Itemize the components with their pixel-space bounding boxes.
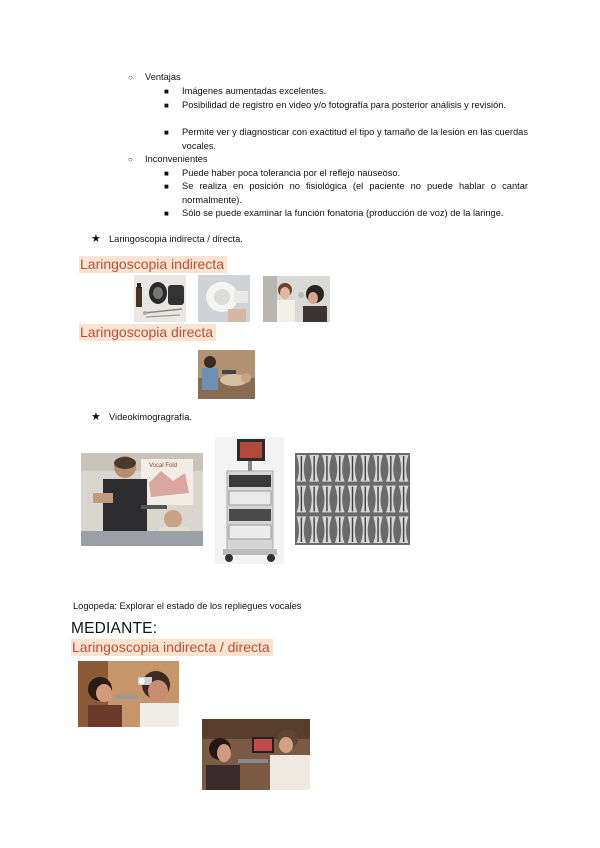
exam-headlight-photo bbox=[78, 661, 179, 727]
star-item: Videokimogragrafía. bbox=[109, 412, 193, 422]
direct-laryngoscopy-photo bbox=[198, 350, 255, 399]
square-bullet-icon: ■ bbox=[164, 87, 169, 96]
heading-ind-dir-text: Laringoscopia indirecta / directa bbox=[71, 639, 273, 656]
mediante-heading: MEDIANTE: bbox=[71, 620, 158, 637]
logopeda-text: Logopeda: Explorar el estado de los repliegues vocales bbox=[73, 601, 302, 611]
star-item: Laringoscopia indirecta / directa. bbox=[109, 234, 243, 244]
inconvenientes-item: Se realiza en posición no fisiológica (el paciente no puede hablar o cantar normalmente). bbox=[182, 181, 528, 205]
heading-directa-text: Laringoscopia directa bbox=[79, 324, 216, 341]
circle-bullet-icon: ○ bbox=[128, 155, 133, 164]
video-exam-photo bbox=[202, 719, 310, 790]
heading-indirecta bbox=[79, 256, 227, 274]
star-bullet-icon: ★ bbox=[91, 233, 101, 245]
ventajas-item: Posibilidad de registro en video y/o fotografía para posterior análisis y revisión. bbox=[182, 100, 507, 110]
kymogram-image bbox=[295, 453, 410, 545]
mirrors-photo bbox=[134, 275, 186, 322]
mirror-exam-photo bbox=[263, 276, 330, 322]
square-bullet-icon: ■ bbox=[164, 209, 169, 218]
heading-ind-dir bbox=[71, 639, 273, 657]
heading-directa bbox=[79, 324, 216, 342]
svg-text:Vocal Fold: Vocal Fold bbox=[149, 463, 178, 469]
equipment-cart-photo bbox=[215, 437, 284, 564]
ventajas-item: Permite ver y diagnosticar con exactitud el tipo y tamaño de la lesión en las cuerdas vocales. bbox=[182, 127, 528, 151]
inconvenientes-label: Inconvenientes bbox=[145, 154, 208, 164]
square-bullet-icon: ■ bbox=[164, 101, 169, 110]
headlight-photo bbox=[198, 275, 250, 322]
heading-indirecta-text: Laringoscopia indirecta bbox=[79, 256, 227, 273]
inconvenientes-item: Sólo se puede examinar la función fonatoria (producción de voz) de la laringe. bbox=[182, 208, 504, 218]
square-bullet-icon: ■ bbox=[164, 128, 169, 137]
circle-bullet-icon: ○ bbox=[128, 73, 133, 82]
square-bullet-icon: ■ bbox=[164, 169, 169, 178]
square-bullet-icon: ■ bbox=[164, 182, 169, 191]
ventajas-label: Ventajas bbox=[145, 72, 181, 82]
star-bullet-icon: ★ bbox=[91, 411, 101, 423]
ventajas-item: Imágenes aumentadas excelentes. bbox=[182, 86, 327, 96]
inconvenientes-item: Puede haber poca tolerancia por el reflejo nauseoso. bbox=[182, 168, 401, 178]
videokymography-exam-photo bbox=[81, 453, 203, 546]
